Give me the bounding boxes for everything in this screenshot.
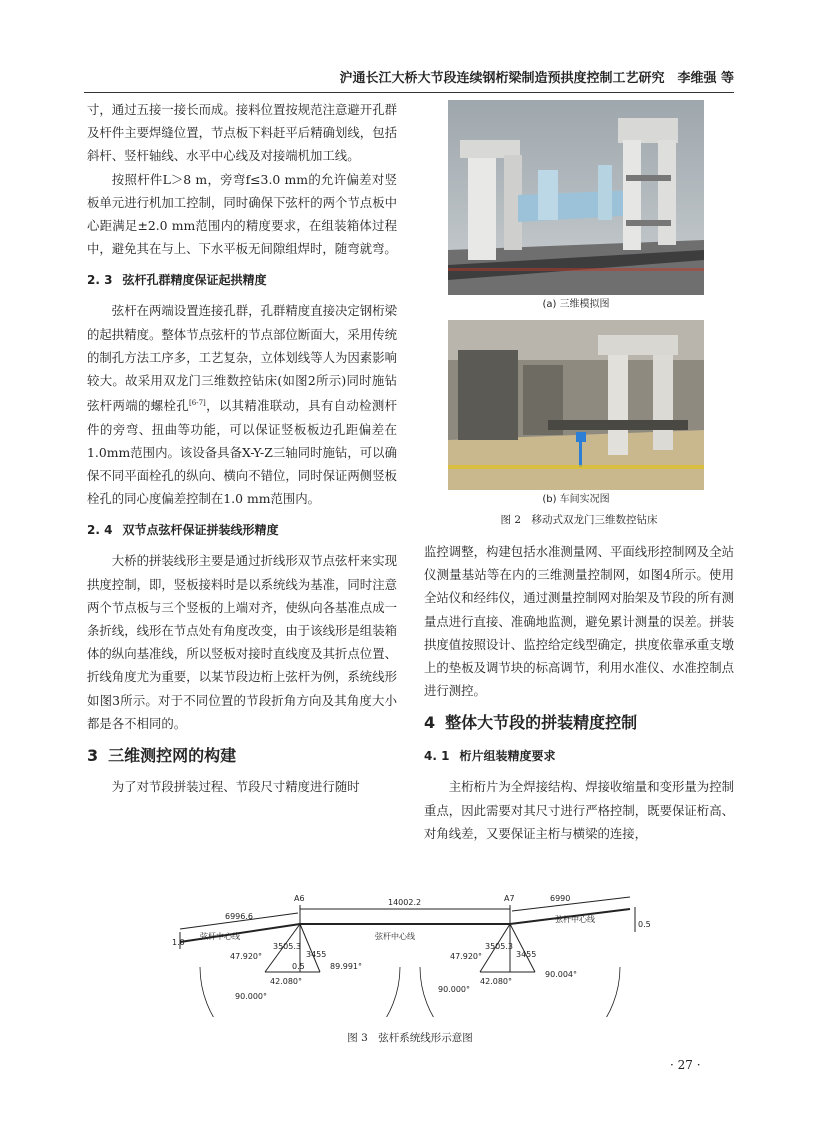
3d-model-image [448,100,704,295]
paragraph: 弦杆在两端设置连接孔群，孔群精度直接决定钢桁梁的起拱精度。整体节点弦杆的节点部位断面大，采用传统的制孔方法工序多，工艺复杂，立体划线等人为因素影响较大。故采用双龙门三维数控钻床(如图2所示)同时施钻弦杆两端的螺栓孔[6-7]，以其精准联动，具有自动检测杆件的旁弯、扭曲等功能，可以保证竖板板边孔距偏差在1.0mm范围内。该设备具备X-Y-Z三轴同时施钻，可以确保不同平面栓孔的纵向、横向不错位，同时保证两侧竖板栓孔的同心度偏差控制在1.0 mm范围内。 [87,303,398,507]
page-number: · 27 · [670,1058,701,1072]
paragraph: 寸，通过五接一接长而成。接料位置按规范注意避开孔群及杆件主要焊缝位置，节点板下料赶平后精确划线，包括斜杆、竖杆轴线、水平中心线及对接端机加工线。 [87,102,397,164]
figure-2a [448,100,704,313]
paragraph: 主桁桁片为全焊接结构、焊接收缩量和变形量为控制重点，因此需要对其尺寸进行严格控制，既要保证桁高、对角线差，又要保证主桁与横梁的连接， [424,779,734,841]
figure-3 [170,887,650,1017]
section-heading-2-4: 2. 4 双节点弦杆保证拼装线形精度 [87,523,279,538]
label-right-length: 6990 [550,894,571,903]
label-offset-mid: 0.5 [292,962,305,971]
label-angle-5: 90.004° [545,970,577,979]
label-span: 14002.2 [388,898,422,907]
label-diag-right: 3505.3 [485,942,513,951]
label-angle-2: 42.080° [270,977,302,986]
label-left-length: 6996.6 [225,912,253,921]
label-angle-4b: 90.000° [438,985,470,994]
paragraph: 大桥的拼装线形主要是通过折线形双节点弦杆来实现拱度控制，即，竖板接料时是以系统线为基准，同时注意两个节点板与三个竖板的上端对齐，使纵向各基准点成一条折线，线形在节点处有角度改变，由于该线形是组装箱体的纵向基准线，所以竖板对接时直线度及其折点位置、折线角度尤为重要，以某节段边桁上弦杆为例，系统线形如图3所示。对于不同位置的节段折角方向及其角度大小都是各不相同的。 [87,553,397,731]
section-heading-4-1: 4. 1 桁片组装精度要求 [424,749,556,764]
paragraph: 为了对节段拼装过程、节段尺寸精度进行随时 [111,779,360,794]
label-offset-right: 0.5 [638,920,650,929]
section-heading-3: 3 三维测控网的构建 [87,746,237,765]
figure-2a-caption: (a) 三维模拟图 [542,299,610,310]
label-chord-left: 弦杆中心线 [200,932,240,941]
workshop-photo [448,320,704,490]
citation: [6-7] [189,399,206,408]
section-heading-4: 4 整体大节段的拼装精度控制 [424,713,638,733]
label-angle-1b: 47.920° [450,952,482,961]
label-a6: A6 [294,894,305,903]
label-angle-2b: 42.080° [480,977,512,986]
label-height-right: 3455 [516,950,537,959]
label-angle-1: 47.920° [230,952,262,961]
running-header: 沪通长江大桥大节段连续钢桁梁制造预拱度控制工艺研究 李维强 等 [84,66,734,93]
left-column [87,98,397,798]
figure-3-caption: 图 3 弦杆系统线形示意图 [347,1032,473,1044]
label-angle-3: 89.991° [330,962,362,971]
label-a7: A7 [504,894,515,903]
label-chord-mid: 弦杆中心线 [375,932,415,941]
figure-2b [448,320,704,508]
label-diag-left: 3505.3 [273,942,301,951]
label-chord-right: 弦杆中心线 [555,915,595,924]
label-height-left: 3455 [306,950,327,959]
paragraph: 按照杆件L＞8 m，旁弯f≤3.0 mm的允许偏差对竖板单元进行机加工控制，同时确保下弦杆的两个节点板中心距满足±2.0 mm范围内的精度要求，在组装箱体过程中，避免其在与上、下水平板无间隙组焊时，随弯就弯。 [87,171,397,257]
figure-2b-caption: (b) 车间实况图 [542,494,610,505]
paragraph: 监控调整，构建包括水准测量网、平面线形控制网及全站仪测量基站等在内的三维测量控制网，如图4所示。使用全站仪和经纬仪，通过测量控制网对胎架及节段的所有测量点进行直接、准确地监测，避免累计测量的误差。拼装拱度值按照设计、监控给定线型确定，拱度依靠承重支墩上的垫板及调节块的标高调节，利用水准仪、水准控制点进行测控。 [424,544,734,699]
figure-2-caption: 图 2 移动式双龙门三维数控钻床 [500,514,658,526]
section-heading-2-3: 2. 3 弦杆孔群精度保证起拱精度 [87,273,267,288]
right-column [424,540,734,845]
label-offset-left: 1.0 [172,938,185,947]
label-angle-4: 90.000° [235,992,267,1001]
